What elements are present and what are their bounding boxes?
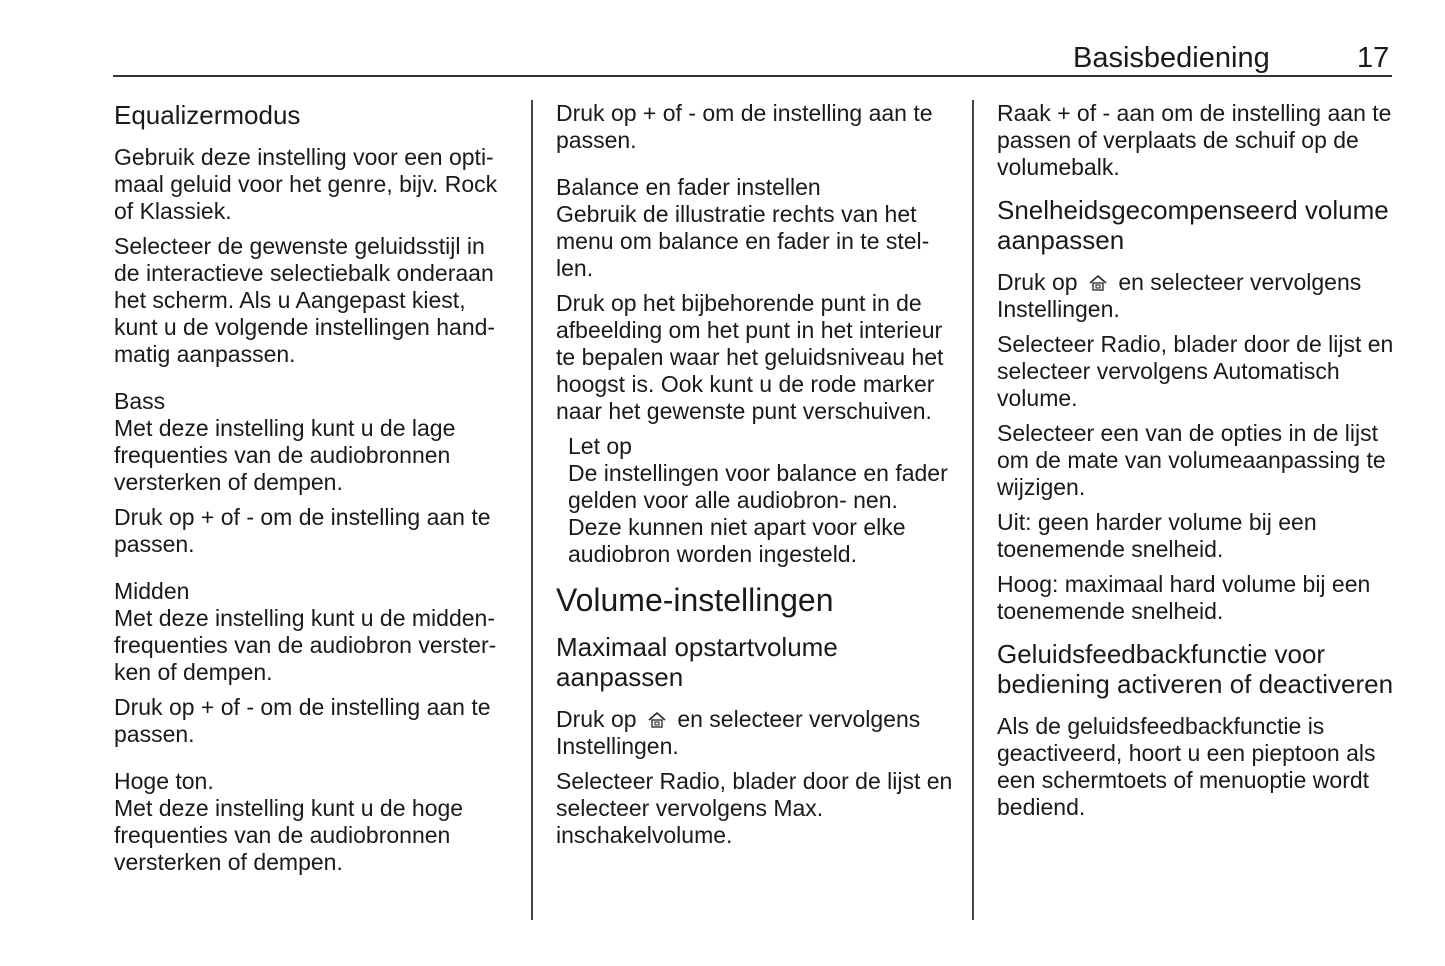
paragraph: Selecteer de gewenste geluidsstijl in de interactieve selectiebalk onderaan het scherm. Als u Aangepast kiest, kunt u de volgende instellingen hand- matig aanpassen.: [114, 233, 496, 367]
paragraph: Druk op het bijbehorende punt in de afbeelding om het punt in het interieur te bepalen waar het geluidsniveau het hoogst is. Ook kunt u de rode marker naar het gewenste punt verschuiven.: [556, 290, 944, 424]
paragraph: Met deze instelling kunt u de lage frequenties van de audiobronnen versterken of dempen.: [114, 415, 456, 495]
column-2: [556, 100, 956, 849]
paragraph: Druk op + of - om de instelling aan te passen.: [114, 504, 491, 557]
heading-equalizer: Equalizermodus: [114, 100, 301, 130]
paragraph: Selecteer Radio, blader door de lijst en selecteer vervolgens Automatisch volume.: [997, 331, 1394, 411]
paragraph: Selecteer een van de opties in de lijst om de mate van volumeaanpassing te wijzigen.: [997, 420, 1386, 500]
subheading-bass: Bass: [114, 388, 166, 414]
heading-volume-settings: Volume-instellingen: [556, 582, 834, 618]
heading-max-startup-volume: Maximaal opstartvolume aanpassen: [556, 632, 838, 692]
paragraph: Gebruik deze instelling voor een opti- maal geluid voor het genre, bijv. Rock of Klassiek.: [114, 144, 498, 224]
heading-sound-feedback: Geluidsfeedbackfunctie voor bediening activeren of deactiveren: [997, 639, 1394, 699]
column-divider: [972, 100, 974, 920]
heading-speed-volume: Snelheidsgecompenseerd volume aanpassen: [997, 195, 1389, 255]
home-icon: [1088, 274, 1108, 292]
paragraph: [556, 706, 956, 760]
home-icon: [647, 711, 667, 729]
column-1: [114, 100, 514, 876]
paragraph: Met deze instelling kunt u de midden- frequenties van de audiobron verster- ken of dempen.: [114, 605, 497, 685]
column-divider: [531, 100, 533, 920]
subheading-treble: Hoge ton.: [114, 768, 214, 794]
note-box: [556, 433, 956, 568]
paragraph: [997, 269, 1397, 323]
paragraph: Uit: geen harder volume bij een toenemende snelheid.: [997, 509, 1317, 562]
paragraph: Als de geluidsfeedbackfunctie is geactiveerd, hoort u een pieptoon als een schermtoets of menuoptie wordt bediend.: [997, 713, 1376, 820]
note-title: Let op: [568, 433, 632, 459]
paragraph: Druk op + of - om de instelling aan te passen.: [114, 694, 491, 747]
paragraph: Raak + of - aan om de instelling aan te passen of verplaats de schuif op de volumebalk.: [997, 100, 1392, 180]
page-number: 17: [1357, 42, 1390, 74]
subheading-balance: Balance en fader instellen: [556, 174, 821, 200]
text: Druk op: [556, 706, 637, 732]
text: en selecteer vervolgens Instellingen.: [997, 269, 1362, 322]
paragraph: Selecteer Radio, blader door de lijst en selecteer vervolgens Max. inschakelvolume.: [556, 768, 953, 848]
header-divider: [113, 75, 1392, 77]
paragraph: Hoog: maximaal hard volume bij een toenemende snelheid.: [997, 571, 1371, 624]
paragraph: Met deze instelling kunt u de hoge frequenties van de audiobronnen versterken of dempen.: [114, 795, 464, 875]
subheading-midden: Midden: [114, 578, 190, 604]
paragraph: Gebruik de illustratie rechts van het menu om balance en fader in te stel- len.: [556, 201, 930, 281]
section-title: Basisbediening: [1073, 42, 1270, 74]
text: en selecteer vervolgens Instellingen.: [556, 706, 921, 759]
column-3: [997, 100, 1397, 821]
note-text: De instellingen voor balance en fader gelden voor alle audiobron- nen. Deze kunnen niet apart voor elke audiobron worden ingesteld.: [568, 460, 948, 567]
paragraph: Druk op + of - om de instelling aan te passen.: [556, 100, 933, 153]
text: Druk op: [997, 269, 1078, 295]
